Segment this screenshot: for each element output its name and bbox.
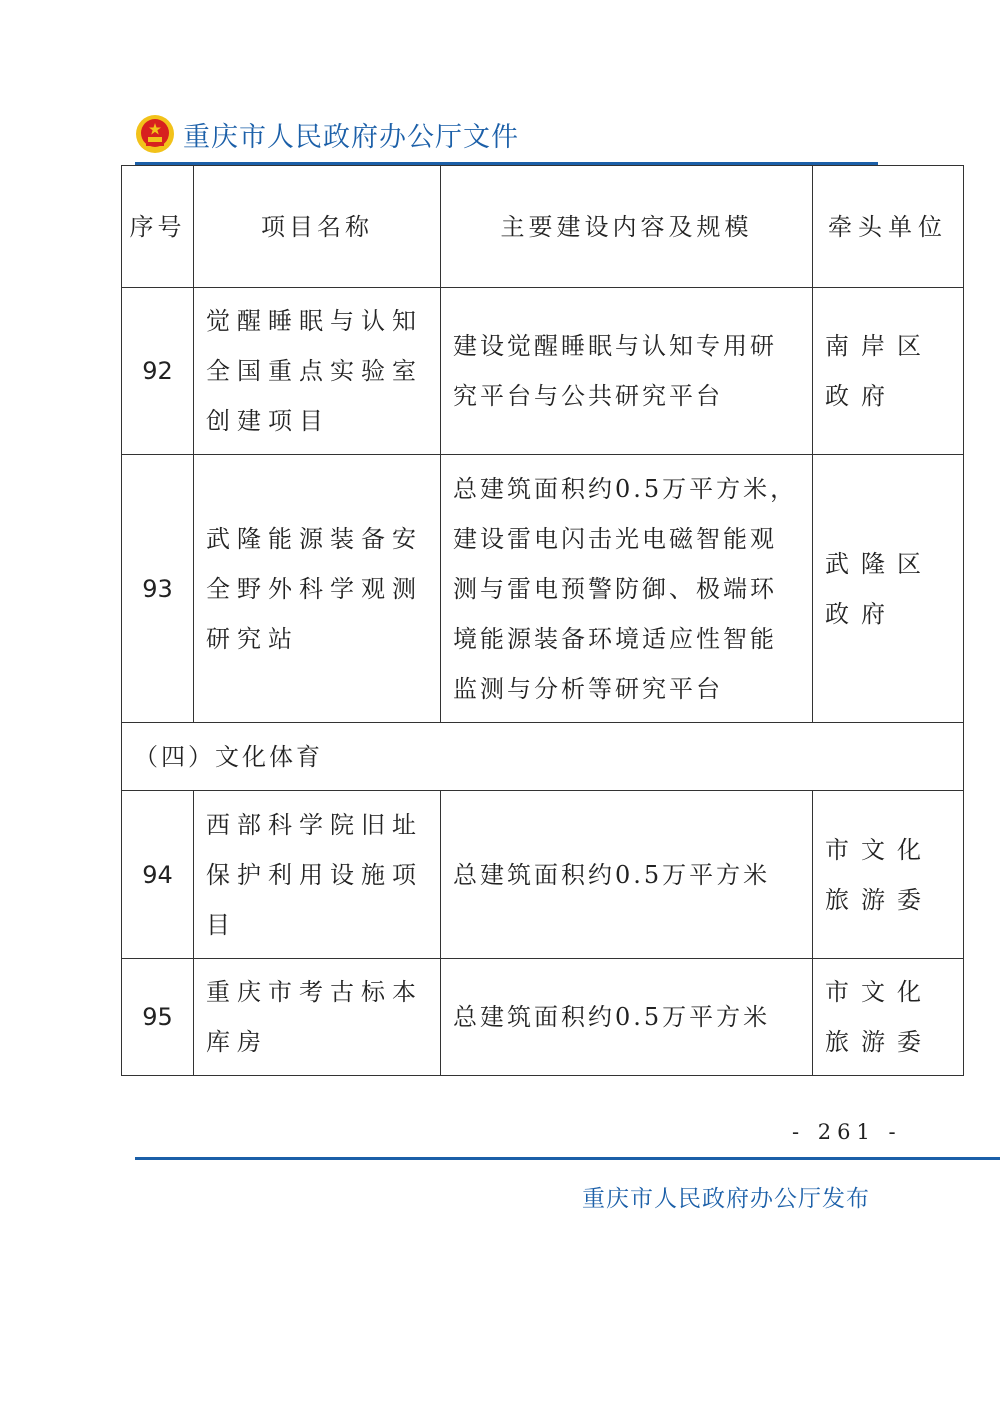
row-number: 92 [122,288,194,455]
page-number: - 261 - [792,1120,902,1144]
table-row [122,455,964,723]
project-content: 总建筑面积约0.5万平方米，建设雷电闪击光电磁智能观测与雷电预警防御、极端环境能源装备环境适应性智能监测与分析等研究平台 [441,455,813,723]
lead-unit: 市文化旅游委 [813,791,964,959]
header-cell-no: 序号 [122,166,194,288]
header-cell-lead: 牵头单位 [813,166,964,288]
section-heading: （四）文化体育 [122,723,964,791]
project-name: 觉醒睡眠与认知全国重点实验室创建项目 [194,288,441,455]
project-table [121,165,964,1076]
header-cell-name: 项目名称 [194,166,441,288]
project-name: 西部科学院旧址保护利用设施项目 [194,791,441,959]
table-row [122,959,964,1076]
lead-unit: 武隆区政府 [813,455,964,723]
project-content: 总建筑面积约0.5万平方米 [441,791,813,959]
project-name: 重庆市考古标本库房 [194,959,441,1076]
lead-unit: 南岸区政府 [813,288,964,455]
document-header [135,112,519,156]
row-number: 94 [122,791,194,959]
footer-publisher: 重庆市人民政府办公厅发布 [582,1186,870,1212]
header-title: 重庆市人民政府办公厅文件 [183,121,519,153]
row-number: 93 [122,455,194,723]
footer-rule [135,1157,1000,1160]
row-number: 95 [122,959,194,1076]
national-emblem-icon [135,114,175,154]
table-header-row [122,166,964,288]
project-content: 总建筑面积约0.5万平方米 [441,959,813,1076]
project-name: 武隆能源装备安全野外科学观测研究站 [194,455,441,723]
section-row [122,723,964,791]
table-row [122,791,964,959]
lead-unit: 市文化旅游委 [813,959,964,1076]
table-row [122,288,964,455]
project-content: 建设觉醒睡眠与认知专用研究平台与公共研究平台 [441,288,813,455]
header-cell-content: 主要建设内容及规模 [441,166,813,288]
